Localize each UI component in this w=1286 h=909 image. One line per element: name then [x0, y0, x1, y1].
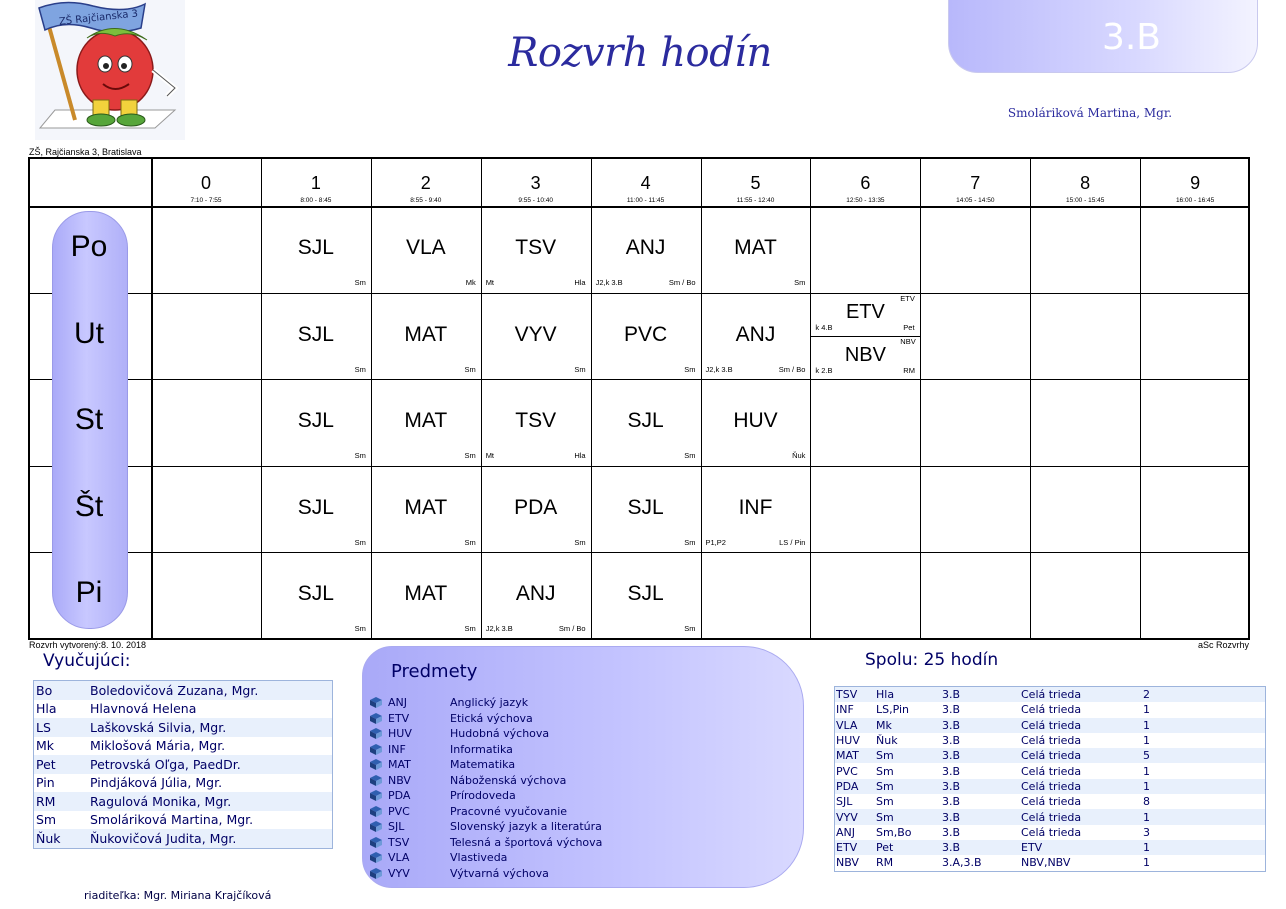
summary-row	[835, 763, 1265, 778]
subject-row	[369, 788, 516, 803]
grid-column-line	[481, 159, 482, 638]
grid-row-line	[30, 379, 1248, 380]
summary-row	[835, 718, 1265, 733]
period-time: 8:00 - 8:45	[300, 197, 332, 204]
lesson-room: P1,P2	[705, 537, 726, 547]
teacher-row	[34, 774, 332, 793]
summary-count: 2	[1143, 688, 1150, 702]
created-date: Rozvrh vytvorený:8. 10. 2018	[29, 640, 147, 650]
summary-class: 3.B	[942, 825, 961, 839]
lesson-teacher: Sm	[574, 364, 586, 374]
teacher-name: Ragulová Monika, Mgr.	[90, 793, 232, 809]
summary-group: Celá trieda	[1021, 779, 1082, 793]
summary-count: 1	[1143, 810, 1150, 824]
book-icon	[369, 868, 383, 879]
lesson-teacher: Sm	[684, 624, 696, 634]
lesson-room: k 4.B	[815, 322, 833, 332]
teacher-row	[34, 829, 332, 848]
lesson-subject: ANJ	[735, 322, 776, 346]
subject-name: Vlastiveda	[450, 851, 508, 864]
period-time: 15:00 - 15:45	[1066, 197, 1105, 204]
teacher-name: Miklošová Mária, Mgr.	[90, 738, 226, 754]
summary-class: 3.B	[942, 703, 961, 717]
period-number: 0	[200, 173, 211, 193]
teacher-code: Sm	[36, 812, 57, 828]
teacher-name: Pindjáková Júlia, Mgr.	[90, 775, 223, 791]
summary-class: 3.B	[942, 779, 961, 793]
summary-subject: PDA	[836, 779, 859, 793]
lesson-subject: VLA	[405, 236, 446, 259]
summary-teacher: RM	[876, 856, 894, 870]
grid-row-line	[30, 293, 1248, 294]
summary-teacher: Sm	[876, 795, 894, 809]
teacher-row	[34, 811, 332, 830]
svg-text:ZŠ Rajčianska 3: ZŠ Rajčianska 3	[58, 8, 139, 28]
summary-group: Celá trieda	[1021, 688, 1082, 702]
subject-code: INF	[388, 742, 406, 756]
summary-count: 1	[1143, 718, 1150, 732]
lesson-teacher: Sm	[354, 364, 366, 374]
subject-name: Anglický jazyk	[450, 696, 529, 709]
lesson-teacher: Sm	[464, 624, 476, 634]
summary-group: NBV,NBV	[1021, 856, 1071, 870]
summary-teacher: Hla	[876, 688, 895, 702]
lesson-teacher: RM	[903, 365, 915, 375]
book-icon	[369, 775, 383, 786]
lesson-teacher: Hla	[574, 278, 586, 287]
subject-code: MAT	[388, 758, 411, 771]
period-time: 11:55 - 12:40	[736, 197, 775, 204]
lesson-teacher: Sm / Bo	[558, 624, 586, 634]
period-number: 5	[750, 173, 761, 193]
teachers-table	[33, 680, 333, 849]
summary-teacher: Sm,Bo	[876, 825, 912, 839]
summary-teacher: Sm	[876, 764, 894, 778]
subject-code: TSV	[388, 835, 410, 849]
summary-row	[835, 809, 1265, 824]
page-title: Rozvrh hodín	[508, 30, 772, 76]
period-time: 9:55 - 10:40	[518, 197, 554, 204]
lesson-subject: SJL	[297, 322, 334, 346]
summary-group: Celá trieda	[1021, 810, 1082, 824]
summary-row	[835, 702, 1265, 717]
summary-class: 3.B	[942, 718, 961, 732]
grid-column-line	[151, 159, 153, 638]
teacher-code: Ňuk	[36, 830, 61, 846]
lesson-room: J2,k 3.B	[705, 364, 733, 374]
lesson-subject: ANJ	[515, 582, 556, 606]
lesson-subject: PVC	[624, 322, 668, 346]
period-number: 2	[420, 173, 431, 193]
class-teacher: Smoláriková Martina, Mgr.	[1007, 106, 1173, 120]
subject-name: Slovenský jazyk a literatúra	[450, 820, 602, 833]
subject-name: Matematika	[450, 758, 516, 771]
summary-count: 3	[1143, 825, 1150, 839]
summary-count: 5	[1143, 749, 1150, 763]
lesson-subject: MAT	[734, 236, 777, 259]
summary-count: 1	[1143, 703, 1150, 717]
summary-subject: TSV	[836, 688, 858, 702]
subject-name: Informatika	[450, 742, 513, 756]
grid-header-line	[30, 206, 1248, 208]
lesson-subject: ETV	[845, 300, 885, 323]
subject-row	[369, 695, 528, 710]
lesson-room: J2,k 3.B	[485, 624, 513, 634]
summary-subject: ETV	[836, 841, 858, 855]
subject-name: Výtvarná výchova	[450, 866, 549, 880]
lesson-subject: INF	[738, 495, 773, 519]
lesson-subject: MAT	[404, 409, 448, 433]
subject-code: PDA	[388, 789, 411, 802]
grid-column-line	[371, 159, 372, 638]
teacher-code: Bo	[36, 682, 53, 698]
summary-row	[835, 825, 1265, 840]
teacher-code: Pet	[36, 756, 56, 772]
lesson-subject: SJL	[297, 495, 334, 519]
teacher-code: Mk	[36, 738, 55, 754]
summary-row	[835, 687, 1265, 702]
grid-column-line	[701, 159, 702, 638]
subject-code: VYV	[388, 866, 410, 880]
lesson-subject: SJL	[297, 582, 334, 606]
summary-row	[835, 779, 1265, 794]
summary-group: Celá trieda	[1021, 795, 1082, 809]
summary-count: 1	[1143, 779, 1150, 793]
lesson-subject: VYV	[514, 322, 557, 346]
grid-column-line	[920, 159, 921, 638]
lesson-teacher: Sm	[684, 537, 696, 547]
period-number: 4	[640, 173, 651, 193]
lesson-teacher: LS / Pin	[779, 537, 806, 547]
subject-name: Etická výchova	[450, 711, 533, 725]
subject-code: VLA	[388, 851, 410, 864]
lesson-teacher: Sm	[794, 278, 806, 287]
period-number: 3	[530, 173, 541, 193]
summary-class: 3.B	[942, 841, 961, 855]
lesson-subject: PDA	[514, 495, 558, 519]
lesson-subject: SJL	[627, 409, 664, 433]
summary-count: 1	[1143, 841, 1150, 855]
teacher-name: Ňukovičová Judita, Mgr.	[90, 830, 237, 846]
summary-row	[835, 840, 1265, 855]
teacher-row	[34, 700, 332, 719]
lesson-subject: MAT	[404, 582, 448, 606]
subject-name: Hudobná výchova	[450, 727, 550, 740]
summary-subject: SJL	[836, 795, 853, 809]
summary-teacher: Sm	[876, 810, 894, 824]
total-hours: Spolu: 25 hodín	[865, 650, 999, 670]
lesson-teacher: Sm	[574, 537, 586, 547]
summary-table	[834, 686, 1266, 872]
lesson-subject: NBV	[844, 343, 886, 366]
lesson-room: Mt	[485, 451, 495, 461]
teacher-row	[34, 792, 332, 811]
summary-class: 3.B	[942, 810, 961, 824]
summary-teacher: Sm	[876, 779, 894, 793]
summary-subject: NBV	[836, 856, 859, 870]
lesson-subject: ANJ	[625, 236, 666, 259]
grid-column-line	[1030, 159, 1031, 638]
period-time: 16:00 - 16:45	[1175, 197, 1215, 204]
subject-name: Telesná a športová výchova	[450, 835, 603, 849]
lesson-subject: MAT	[404, 495, 448, 519]
teacher-code: RM	[36, 793, 56, 809]
summary-teacher: Sm	[876, 749, 894, 763]
subject-code: NBV	[388, 773, 411, 787]
summary-class: 3.A,3.B	[942, 856, 982, 870]
period-time: 14:05 - 14:50	[956, 197, 995, 204]
day-label: St	[74, 403, 104, 437]
class-badge	[948, 0, 1258, 73]
grid-row-line	[30, 552, 1248, 553]
summary-class: 3.B	[942, 749, 961, 763]
school-logo	[35, 0, 185, 140]
lesson-teacher: Sm	[354, 278, 366, 287]
lesson-room: J2,k 3.B	[595, 278, 623, 287]
period-time: 11:00 - 11:45	[626, 197, 665, 204]
summary-group: Celá trieda	[1021, 703, 1082, 717]
subject-row	[369, 866, 549, 881]
summary-subject: ANJ	[836, 825, 855, 839]
lesson-teacher: Sm	[464, 451, 476, 461]
summary-subject: PVC	[836, 764, 858, 778]
summary-count: 8	[1143, 795, 1150, 809]
subject-code: HUV	[388, 727, 412, 740]
lesson-teacher: Ňuk	[792, 451, 806, 461]
lesson-teacher: Sm	[354, 537, 366, 547]
lesson-subject: TSV	[515, 409, 557, 433]
period-number: 8	[1080, 173, 1091, 193]
period-number: 1	[310, 173, 321, 193]
summary-subject: MAT	[836, 749, 859, 763]
subject-row	[369, 835, 602, 850]
teacher-name: Boledovičová Zuzana, Mgr.	[90, 682, 259, 698]
lesson-subject: MAT	[404, 322, 448, 346]
teachers-title: Vyučujúci:	[43, 651, 131, 671]
lesson-teacher: Sm	[684, 364, 696, 374]
book-icon	[369, 697, 383, 708]
lesson-teacher: Mk	[465, 278, 476, 287]
period-time: 12:50 - 13:35	[846, 197, 885, 204]
grid-column-line	[591, 159, 592, 638]
book-icon	[369, 837, 383, 848]
day-label: Št	[74, 489, 104, 523]
subject-row	[369, 711, 533, 726]
summary-subject: VLA	[836, 718, 858, 732]
lesson-subject: SJL	[297, 409, 334, 433]
summary-group: Celá trieda	[1021, 718, 1082, 732]
lesson-subject: SJL	[297, 236, 334, 259]
summary-teacher: Mk	[876, 718, 892, 732]
lesson-subject: HUV	[733, 409, 778, 433]
summary-row	[835, 794, 1265, 809]
summary-class: 3.B	[942, 795, 961, 809]
subject-code: PVC	[388, 804, 410, 818]
principal: riaditeľka: Mgr. Miriana Krajčíková	[84, 889, 272, 902]
lesson-teacher: Sm / Bo	[668, 278, 696, 287]
teacher-code: LS	[36, 719, 51, 735]
period-number: 9	[1190, 173, 1201, 193]
subject-row	[369, 726, 549, 741]
summary-subject: INF	[836, 703, 854, 717]
lesson-teacher: Sm / Bo	[778, 364, 806, 374]
lesson-teacher: Sm	[684, 451, 696, 461]
subjects-title: Predmety	[391, 661, 478, 682]
summary-subject: VYV	[836, 810, 858, 824]
software-credit: aSc Rozvrhy	[1197, 640, 1249, 650]
day-label: Ut	[74, 316, 104, 350]
day-label: Pi	[75, 576, 103, 610]
lesson-teacher: Sm	[354, 624, 366, 634]
grid-column-line	[261, 159, 262, 638]
summary-row	[835, 748, 1265, 763]
lesson-group: NBV	[900, 336, 916, 346]
subject-row	[369, 819, 602, 834]
subject-name: Prírodoveda	[450, 789, 516, 802]
book-icon	[369, 790, 383, 801]
lesson-subject: TSV	[515, 236, 557, 259]
summary-group: ETV	[1021, 841, 1043, 855]
lesson-room: k 2.B	[815, 365, 833, 375]
book-icon	[369, 821, 383, 832]
teacher-row	[34, 737, 332, 756]
period-time: 7:10 - 7:55	[190, 197, 222, 204]
teacher-code: Hla	[36, 701, 57, 717]
day-label: Po	[70, 230, 108, 263]
teacher-name: Petrovská Oľga, PaedDr.	[90, 756, 241, 772]
subject-code: ETV	[388, 711, 410, 725]
summary-teacher: Pet	[876, 841, 894, 855]
summary-teacher: Ňuk	[876, 734, 898, 748]
subject-row	[369, 757, 515, 772]
summary-row	[835, 855, 1265, 870]
teacher-name: Hlavnová Helena	[90, 701, 197, 717]
lesson-group: ETV	[900, 293, 915, 303]
teacher-row	[34, 718, 332, 737]
book-icon	[369, 728, 383, 739]
summary-row	[835, 733, 1265, 748]
grid-column-line	[810, 159, 811, 638]
lesson-teacher: Sm	[354, 451, 366, 461]
school-name: ZŠ, Rajčianska 3, Bratislava	[29, 147, 142, 157]
teacher-name: Smoláriková Martina, Mgr.	[90, 812, 254, 828]
subject-row	[369, 804, 567, 819]
class-name: 3.B	[1101, 17, 1161, 58]
subject-name: Náboženská výchova	[450, 773, 567, 787]
summary-class: 3.B	[942, 688, 961, 702]
lesson-room: Mt	[485, 278, 495, 287]
lesson-teacher: Pet	[903, 322, 915, 332]
subject-row	[369, 742, 513, 757]
summary-count: 1	[1143, 734, 1150, 748]
summary-group: Celá trieda	[1021, 734, 1082, 748]
lesson-teacher: Sm	[464, 364, 476, 374]
subject-row	[369, 773, 566, 788]
summary-class: 3.B	[942, 764, 961, 778]
book-icon	[369, 744, 383, 755]
period-number: 7	[970, 173, 981, 193]
period-number: 6	[860, 173, 871, 193]
summary-group: Celá trieda	[1021, 825, 1082, 839]
summary-group: Celá trieda	[1021, 764, 1082, 778]
book-icon	[369, 806, 383, 817]
teacher-code: Pin	[36, 775, 55, 791]
lesson-teacher: Hla	[574, 451, 586, 461]
grid-column-line	[1140, 159, 1141, 638]
summary-subject: HUV	[836, 734, 860, 748]
book-icon	[369, 759, 383, 770]
lesson-subject: SJL	[627, 582, 664, 606]
grid-row-line	[30, 466, 1248, 467]
book-icon	[369, 713, 383, 724]
summary-count: 1	[1143, 856, 1150, 870]
subject-code: SJL	[388, 820, 405, 833]
timetable-grid	[28, 157, 1250, 640]
subject-code: ANJ	[388, 696, 407, 709]
subject-row	[369, 850, 507, 865]
subject-name: Pracovné vyučovanie	[450, 804, 568, 818]
teacher-row	[34, 755, 332, 774]
summary-count: 1	[1143, 764, 1150, 778]
teacher-row	[34, 681, 332, 700]
summary-teacher: LS,Pin	[876, 703, 910, 717]
lesson-teacher: Sm	[464, 537, 476, 547]
period-time: 8:55 - 9:40	[410, 197, 442, 204]
subjects-panel	[362, 646, 804, 888]
summary-class: 3.B	[942, 734, 961, 748]
lesson-subject: SJL	[627, 495, 664, 519]
summary-group: Celá trieda	[1021, 749, 1082, 763]
book-icon	[369, 852, 383, 863]
teacher-name: Laškovská Silvia, Mgr.	[90, 719, 227, 735]
